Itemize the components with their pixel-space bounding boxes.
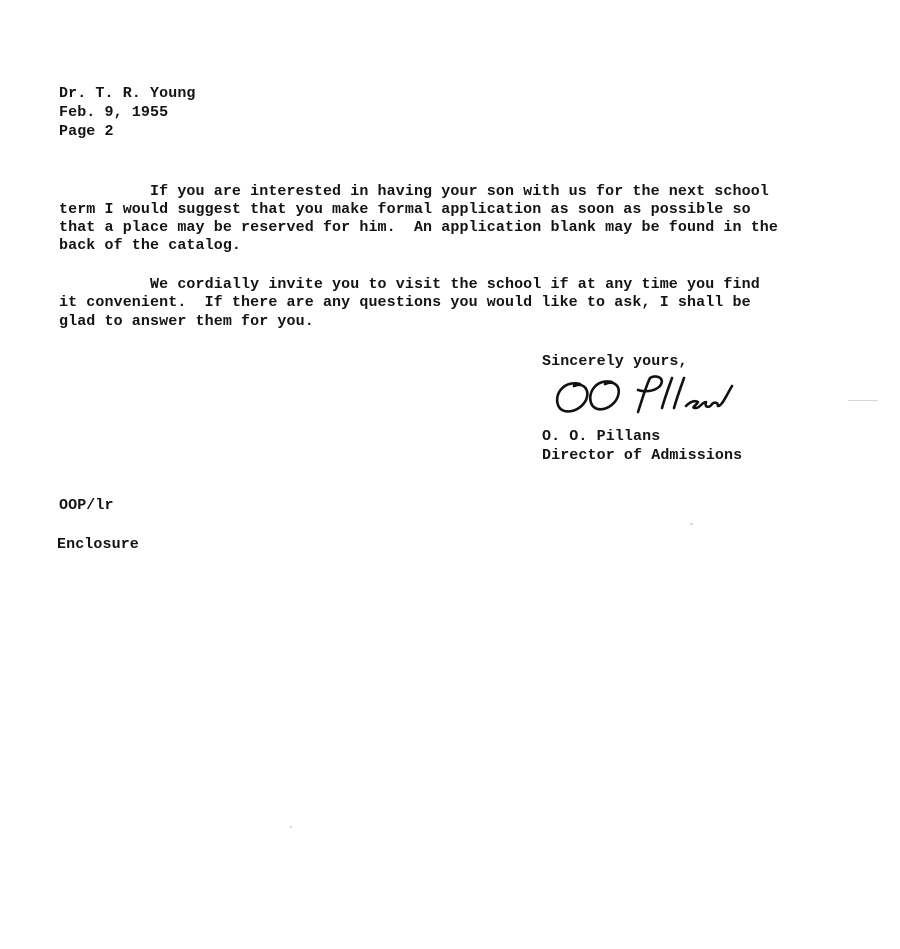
paragraph-line: We cordially invite you to visit the school if at any time you find [59,276,760,293]
scan-speck [690,523,693,525]
paragraph-line: back of the catalog. [59,237,242,254]
date-line: Feb. 9, 1955 [59,104,169,121]
scan-speck [848,400,878,401]
typist-initials: OOP/lr [59,497,114,514]
paragraph-line: If you are interested in having your son with us for the next school [59,183,769,200]
recipient-line: Dr. T. R. Young [59,85,196,102]
scan-speck [290,826,292,828]
signer-title: Director of Admissions [542,447,743,464]
signer-name: O. O. Pillans [542,428,661,445]
salutation: Sincerely yours, [542,353,688,370]
paragraph-line: glad to answer them for you. [59,313,314,330]
paragraph-line: that a place may be reserved for him. An application blank may be found in the [59,219,779,236]
paragraph-line: term I would suggest that you make formal application as soon as possible so [59,201,751,218]
enclosure-note: Enclosure [57,536,139,553]
page-number-line: Page 2 [59,123,114,140]
handwritten-signature [550,372,740,422]
paragraph-line: it convenient. If there are any questions you would like to ask, I shall be [59,294,751,311]
